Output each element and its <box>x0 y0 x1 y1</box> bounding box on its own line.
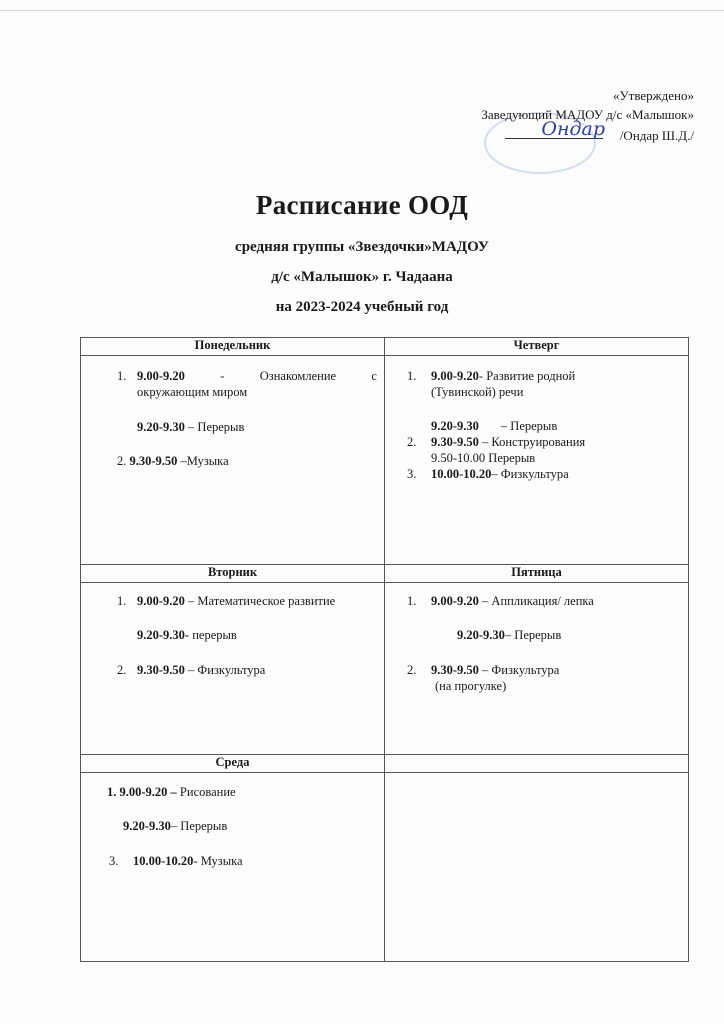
monday-item1-cont: окружающим миром <box>137 385 248 399</box>
tuesday-item1-num: 1. <box>117 594 127 608</box>
wednesday-item3-time: 10.00-10.20 <box>133 854 194 868</box>
wednesday-item1-text: Рисование <box>176 785 236 799</box>
monday-break-time: 9.20-9.30 <box>137 420 185 434</box>
signature-row <box>481 118 694 146</box>
wednesday-break-text: – Перерыв <box>170 819 228 833</box>
friday-item1-time: 9.00-9.20 <box>431 594 479 608</box>
monday-item1-word1: Ознакомление <box>259 369 337 383</box>
thursday-item2-time: 9.30-9.50 <box>431 435 479 449</box>
thursday-item1-text: - Развитие родной <box>478 369 576 383</box>
handwritten-signature: Ондар <box>541 118 606 140</box>
approval-block <box>481 86 694 146</box>
tuesday-item1 <box>137 593 335 609</box>
monday-item1-dash: - <box>220 369 225 383</box>
subtitle-kindergarten: д/с «Малышок» г. Чадаана <box>271 269 453 285</box>
friday-item2-time: 9.30-9.50 <box>431 663 479 677</box>
thursday-item3-text: – Физкультура <box>491 467 569 481</box>
tuesday-break <box>137 627 237 643</box>
cell-thursday <box>385 356 689 565</box>
wednesday-item1 <box>107 784 236 800</box>
thursday-break-text: – Перерыв <box>500 419 558 433</box>
friday-item1-num: 1. <box>407 594 417 608</box>
tuesday-break-time: 9.20-9.30- <box>137 628 190 642</box>
monday-item2 <box>117 453 229 469</box>
friday-break-text: – Перерыв <box>504 628 562 642</box>
thursday-item1-cont: (Тувинской) речи <box>431 385 524 399</box>
thursday-break <box>431 418 557 434</box>
day-header-wednesday: Среда <box>81 755 385 773</box>
thursday-break2: 9.50-10.00 Перерыв <box>431 451 536 465</box>
monday-item1-time: 9.00-9.20 <box>137 369 185 383</box>
friday-item2-cont: (на прогулке) <box>435 679 507 693</box>
cell-wednesday <box>81 773 385 962</box>
thursday-item3-num: 3. <box>407 467 417 481</box>
schedule-table <box>80 337 689 962</box>
monday-item1-line <box>137 368 377 384</box>
approver-name: /Ондар Ш.Д./ <box>619 128 694 143</box>
monday-item2-num: 2. <box>117 454 127 468</box>
friday-break-time: 9.20-9.30 <box>457 628 505 642</box>
wednesday-break <box>123 818 227 834</box>
tuesday-item2 <box>137 662 265 678</box>
subtitle-group: средняя группы «Звездочки»МАДОУ <box>235 239 489 255</box>
thursday-item2 <box>431 434 585 450</box>
day-header-friday: Пятница <box>385 565 689 583</box>
thursday-item1-num: 1. <box>407 369 417 383</box>
subtitle-year: на 2023-2024 учебный год <box>275 299 449 315</box>
monday-item2-time: 9.30-9.50 <box>129 454 178 468</box>
tuesday-item2-text: – Физкультура <box>184 663 266 677</box>
friday-item1-text: – Аппликация/ лепка <box>478 594 594 608</box>
wednesday-item3 <box>133 853 243 869</box>
tuesday-break-text: перерыв <box>189 628 237 642</box>
thursday-item3-time: 10.00-10.20 <box>431 467 492 481</box>
friday-item1 <box>431 593 594 609</box>
friday-item2-text: – Физкультура <box>478 663 560 677</box>
friday-break <box>457 627 561 643</box>
wednesday-item1-num: 1. 9.00-9.20 – <box>107 785 177 799</box>
day-header-monday: Понедельник <box>81 338 385 356</box>
cell-monday <box>81 356 385 565</box>
thursday-item3 <box>431 466 569 482</box>
wednesday-item3-text: - Музыка <box>193 854 243 868</box>
empty-cell <box>385 773 689 962</box>
day-header-tuesday: Вторник <box>81 565 385 583</box>
monday-item2-text: –Музыка <box>177 454 229 468</box>
approval-position: Заведующий МАДОУ д/с «Малышок» <box>481 107 694 122</box>
wednesday-break-time: 9.20-9.30 <box>123 819 171 833</box>
monday-break-text: – Перерыв <box>184 420 245 434</box>
monday-item1-num: 1. <box>117 369 127 383</box>
thursday-item1 <box>431 368 575 384</box>
thursday-break-time: 9.20-9.30 <box>431 419 479 433</box>
monday-break <box>137 419 244 435</box>
top-border-line <box>0 10 724 11</box>
tuesday-item2-time: 9.30-9.50 <box>137 663 185 677</box>
tuesday-item1-time: 9.00-9.20 <box>137 594 185 608</box>
wednesday-item3-num: 3. <box>109 854 119 868</box>
approval-label: «Утверждено» <box>612 88 694 103</box>
thursday-item2-num: 2. <box>407 435 417 449</box>
document-title: Расписание ООД <box>255 190 469 220</box>
day-header-thursday: Четверг <box>385 338 689 356</box>
cell-friday <box>385 583 689 755</box>
thursday-item1-time: 9.00-9.20 <box>431 369 479 383</box>
tuesday-item2-num: 2. <box>117 663 127 677</box>
thursday-item2-text: – Конструирования <box>478 435 586 449</box>
friday-item2-num: 2. <box>407 663 417 677</box>
friday-item2 <box>431 662 559 678</box>
tuesday-item1-text: – Математическое развитие <box>184 594 336 608</box>
monday-item1-word2: с <box>371 369 377 383</box>
cell-tuesday <box>81 583 385 755</box>
empty-header <box>385 755 689 773</box>
